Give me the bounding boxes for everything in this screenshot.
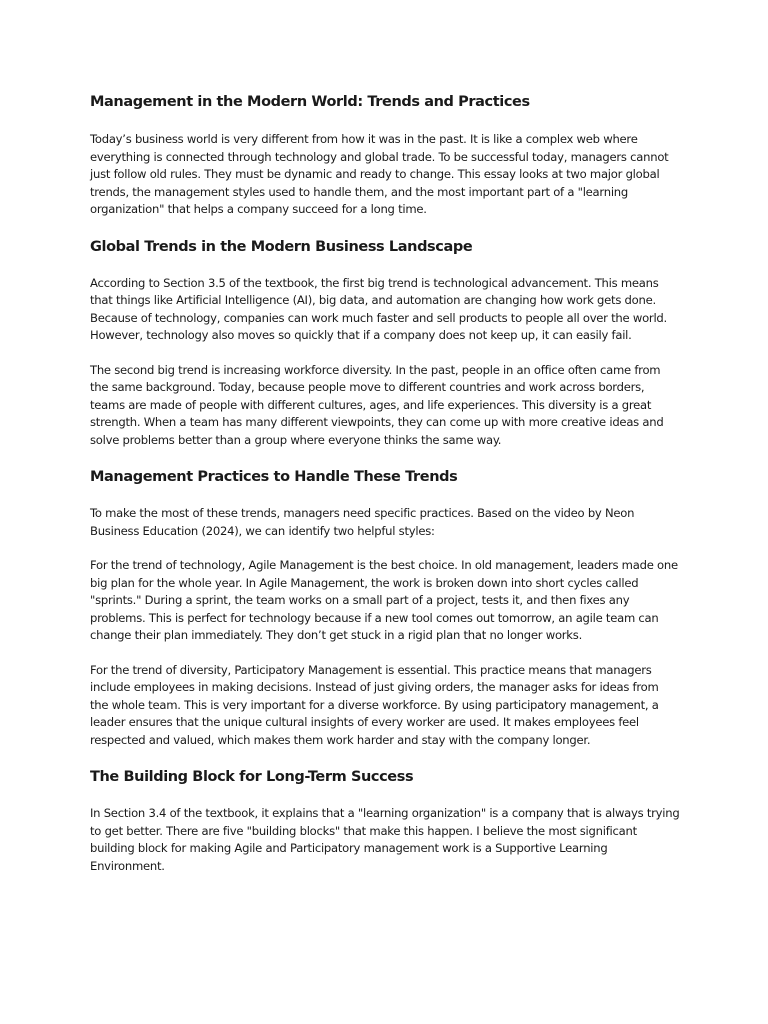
section-heading-global-trends: Global Trends in the Modern Business Landscape [90, 238, 473, 255]
paragraph-diversity-trend: The second big trend is increasing workforce diversity. In the past, people in an office often came from the same background. Today, because people move to different countries and work across borders, teams are made of people with different cultures, ages, and life experiences. This diversity is a great strength. When a team has many different viewpoints, they can come up with more creative ideas and solve problems better than a group where everyone thinks the same way. [90, 362, 664, 447]
paragraph-participatory-management: For the trend of diversity, Participatory Management is essential. This practice means that managers include employees in making decisions. Instead of just giving orders, the manager asks for ideas from the whole team. This is very important for a diverse workforce. By using participatory management, a leader ensures that the unique cultural insights of every worker are used. It makes employees feel respected and valued, which makes them work harder and stay with the company longer. [90, 662, 659, 747]
intro-paragraph: Today’s business world is very different from how it was in the past. It is like a complex web where everything is connected through technology and global trade. To be successful today, managers cannot just follow old rules. They must be dynamic and ready to change. This essay looks at two major global trends, the management styles used to handle them, and the most important part of a "learning organization" that helps a company succeed for a long time. [90, 132, 669, 216]
section-heading-management-practices: Management Practices to Handle These Trends [90, 469, 458, 485]
document-page [90, 92, 680, 875]
paragraph-learning-organization: In Section 3.4 of the textbook, it explains that a "learning organization" is a company that is always trying to get better. There are five "building blocks" that make this happen. I believe the most significant building block for making Agile and Participatory management work is a Supportive Learning Environment. [90, 806, 680, 873]
section-heading-building-block: The Building Block for Long-Term Success [90, 769, 414, 785]
document-title: Management in the Modern World: Trends and Practices [90, 94, 530, 110]
paragraph-technology-trend: According to Section 3.5 of the textbook, the first big trend is technological advancement. This means that things like Artificial Intelligence (AI), big data, and automation are changing how work gets done. Because of technology, companies can work much faster and sell products to people all over the world. However, technology also moves so quickly that if a company does not keep up, it can easily fail. [90, 275, 667, 342]
paragraph-agile-management: For the trend of technology, Agile Management is the best choice. In old management, leaders made one big plan for the whole year. In Agile Management, the work is broken down into short cycles called "sprints." During a sprint, the team works on a small part of a project, tests it, and then fixes any problems. This is perfect for technology because if a new tool comes out tomorrow, an agile team can change their plan immediately. They don’t get stuck in a rigid plan that no longer works. [90, 558, 678, 642]
paragraph-practices-intro: To make the most of these trends, managers need specific practices. Based on the video by Neon Business Education (2024), we can identify two helpful styles: [90, 506, 635, 538]
